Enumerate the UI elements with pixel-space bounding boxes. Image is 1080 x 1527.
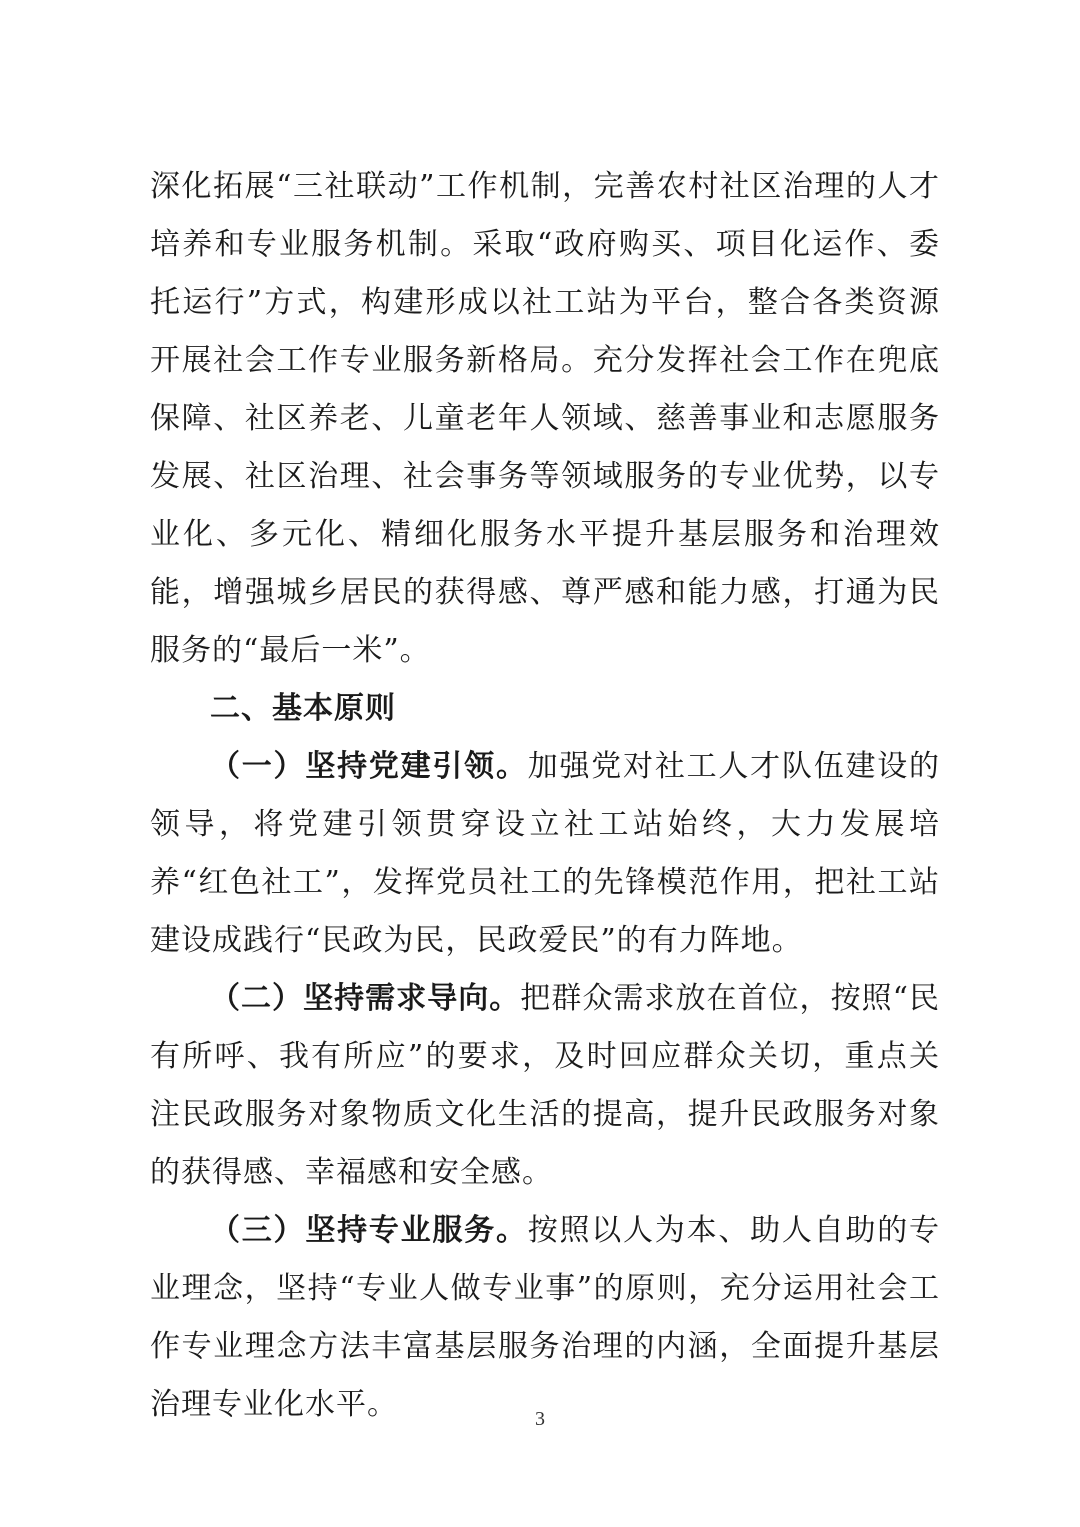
intro-paragraph: 深化拓展“三社联动”工作机制，完善农村社区治理的人才培养和专业服务机制。采取“政府购买、项目化运作、委托运行”方式，构建形成以社工站为平台，整合各类资源开展社会工作专业服务新格局。充分发挥社会工作在兜底保障、社区养老、儿童老年人领域、慈善事业和志愿服务发展、社区治理、社会事务等领域服务的专业优势，以专业化、多元化、精细化服务水平提升基层服务和治理效能，增强城乡居民的获得感、尊严感和能力感，打通为民服务的“最后一米”。 (150, 169, 940, 668)
principle-paragraph-2 (150, 970, 940, 1202)
principle-lead-3: （三）坚持专业服务。 (210, 1213, 528, 1248)
document-body (150, 158, 940, 1434)
principle-paragraph-3 (150, 1202, 940, 1434)
principle-paragraph-1 (150, 738, 940, 970)
section-heading: 二、基本原则 (210, 691, 396, 726)
principle-lead-1: （一）坚持党建引领。 (210, 749, 528, 784)
principle-text-2: 把群众需求放在首位，按照“民有所呼、我有所应”的要求，及时回应群众关切，重点关注民政服务对象物质文化生活的提高，提升民政服务对象的获得感、幸福感和安全感。 (150, 981, 941, 1190)
principle-text-3: 按照以人为本、助人自助的专业理念，坚持“专业人做专业事”的原则，充分运用社会工作专业理念方法丰富基层服务治理的内涵，全面提升基层治理专业化水平。 (150, 1213, 941, 1422)
principle-lead-2: （二）坚持需求导向。 (210, 981, 521, 1016)
principle-text-1: 加强党对社工人才队伍建设的领导，将党建引领贯穿设立社工站始终，大力发展培养“红色社工”，发挥党员社工的先锋模范作用，把社工站建设成践行“民政为民，民政爱民”的有力阵地。 (150, 749, 941, 958)
page-number: 3 (535, 1408, 545, 1430)
